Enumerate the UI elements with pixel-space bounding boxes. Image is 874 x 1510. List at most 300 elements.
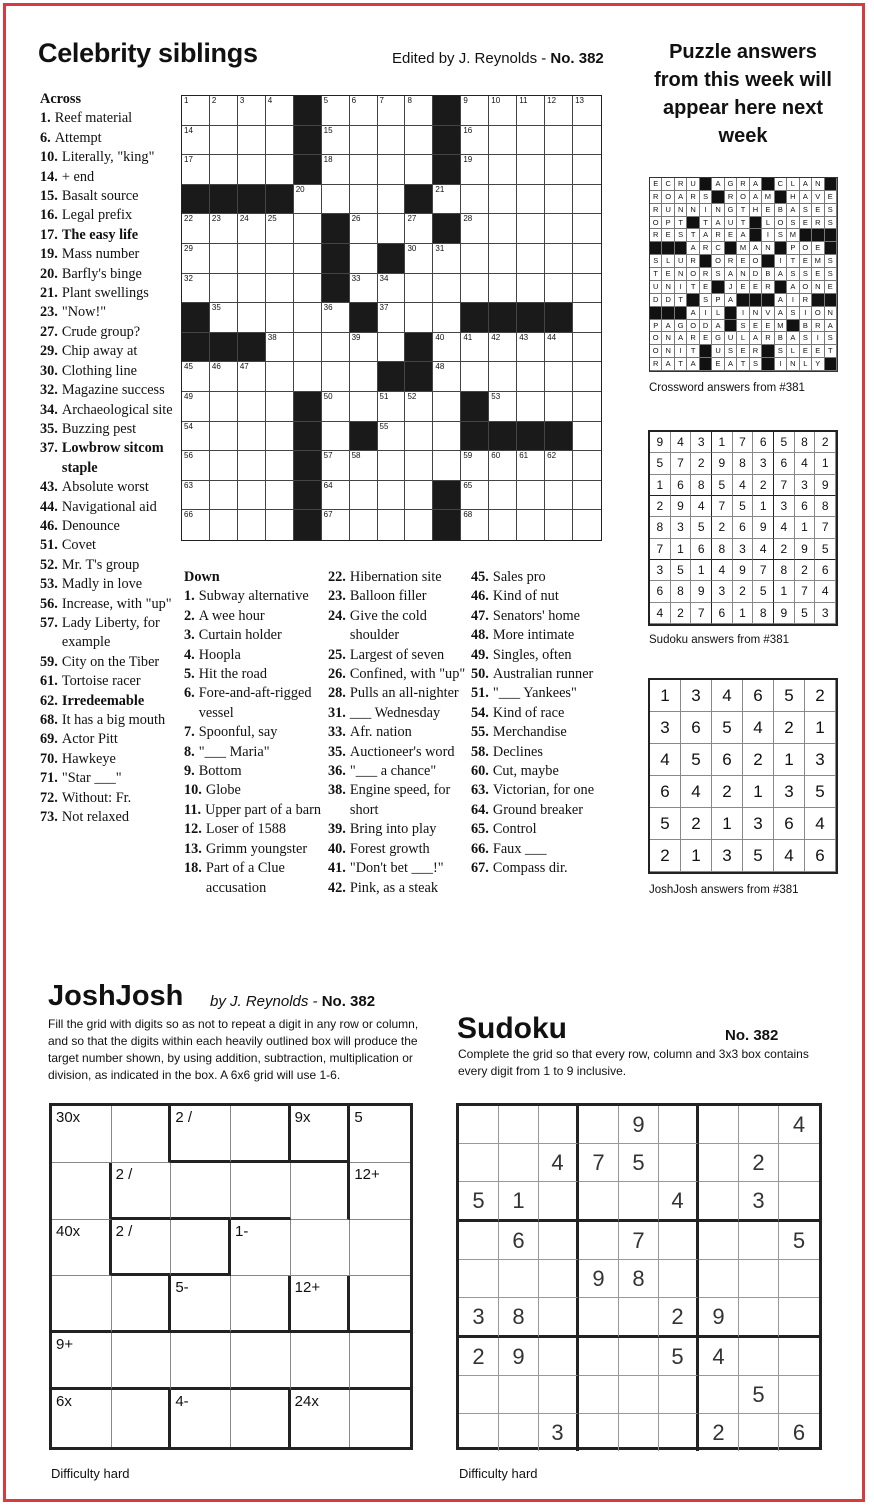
joshjosh-cell[interactable] [231,1333,291,1390]
crossword-cell[interactable] [517,244,545,274]
sudoku-cell[interactable] [499,1414,539,1451]
joshjosh-cell[interactable] [350,1276,410,1333]
sudoku-cell[interactable] [459,1260,499,1298]
crossword-cell[interactable] [489,214,517,244]
crossword-cell[interactable] [489,244,517,274]
crossword-cell[interactable] [433,333,461,363]
joshjosh-cell[interactable] [291,1333,351,1390]
crossword-cell[interactable] [266,126,294,156]
sudoku-cell[interactable] [619,1182,659,1222]
crossword-cell[interactable] [266,96,294,126]
crossword-cell[interactable] [322,422,350,452]
joshjosh-cell[interactable] [52,1220,112,1277]
crossword-cell[interactable] [545,274,573,304]
joshjosh-cell[interactable] [52,1163,112,1220]
crossword-cell[interactable] [322,481,350,511]
sudoku-cell[interactable]: 9 [699,1298,739,1338]
crossword-cell[interactable] [517,481,545,511]
sudoku-cell[interactable]: 9 [499,1338,539,1376]
crossword-cell[interactable] [573,185,601,215]
crossword-cell[interactable] [294,244,322,274]
sudoku-cell[interactable] [459,1414,499,1451]
crossword-cell[interactable] [545,214,573,244]
sudoku-grid[interactable] [456,1103,822,1450]
sudoku-cell[interactable]: 4 [699,1338,739,1376]
crossword-cell[interactable] [545,481,573,511]
sudoku-cell[interactable] [699,1182,739,1222]
sudoku-cell[interactable] [619,1298,659,1338]
crossword-cell[interactable] [461,155,489,185]
crossword-cell[interactable] [378,303,406,333]
joshjosh-cell[interactable] [350,1106,410,1163]
crossword-cell[interactable] [461,333,489,363]
joshjosh-cell[interactable] [350,1163,410,1220]
crossword-cell[interactable] [266,422,294,452]
crossword-cell[interactable] [517,333,545,363]
sudoku-cell[interactable]: 8 [619,1260,659,1298]
crossword-cell[interactable] [350,392,378,422]
sudoku-cell[interactable] [659,1376,699,1414]
crossword-cell[interactable] [322,392,350,422]
crossword-cell[interactable] [573,244,601,274]
sudoku-cell[interactable] [699,1106,739,1144]
crossword-cell[interactable] [489,451,517,481]
crossword-cell[interactable] [489,392,517,422]
sudoku-cell[interactable]: 7 [619,1222,659,1260]
crossword-cell[interactable] [266,244,294,274]
sudoku-cell[interactable] [699,1260,739,1298]
crossword-cell[interactable] [545,185,573,215]
crossword-cell[interactable] [545,451,573,481]
crossword-cell[interactable] [294,333,322,363]
crossword-cell[interactable] [573,510,601,540]
sudoku-cell[interactable] [579,1376,619,1414]
joshjosh-cell[interactable] [291,1106,351,1163]
crossword-cell[interactable] [378,126,406,156]
sudoku-cell[interactable] [779,1376,819,1414]
crossword-cell[interactable] [182,481,210,511]
joshjosh-cell[interactable] [171,1333,231,1390]
crossword-cell[interactable] [433,362,461,392]
sudoku-cell[interactable]: 5 [659,1338,699,1376]
joshjosh-cell[interactable] [350,1390,410,1447]
sudoku-cell[interactable] [739,1260,779,1298]
sudoku-cell[interactable] [459,1376,499,1414]
crossword-cell[interactable] [517,185,545,215]
crossword-cell[interactable] [517,155,545,185]
sudoku-cell[interactable] [539,1338,579,1376]
joshjosh-cell[interactable] [112,1276,172,1333]
crossword-cell[interactable] [433,244,461,274]
crossword-cell[interactable] [378,422,406,452]
crossword-cell[interactable] [378,510,406,540]
crossword-cell[interactable] [294,185,322,215]
crossword-cell[interactable] [266,510,294,540]
sudoku-cell[interactable] [659,1144,699,1182]
crossword-cell[interactable] [350,451,378,481]
joshjosh-cell[interactable] [52,1390,112,1447]
crossword-cell[interactable] [405,96,433,126]
crossword-cell[interactable] [433,392,461,422]
joshjosh-cell[interactable] [231,1106,291,1163]
sudoku-cell[interactable] [739,1222,779,1260]
crossword-cell[interactable] [210,451,238,481]
sudoku-cell[interactable] [739,1106,779,1144]
crossword-cell[interactable] [210,274,238,304]
crossword-cell[interactable] [350,362,378,392]
sudoku-cell[interactable] [619,1414,659,1451]
crossword-cell[interactable] [238,303,266,333]
crossword-cell[interactable] [210,155,238,185]
crossword-cell[interactable] [545,392,573,422]
sudoku-cell[interactable] [499,1260,539,1298]
sudoku-cell[interactable] [739,1298,779,1338]
crossword-cell[interactable] [210,481,238,511]
sudoku-cell[interactable] [779,1260,819,1298]
crossword-cell[interactable] [433,185,461,215]
crossword-cell[interactable] [517,451,545,481]
crossword-cell[interactable] [405,126,433,156]
crossword-cell[interactable] [322,333,350,363]
crossword-cell[interactable] [350,96,378,126]
crossword-cell[interactable] [378,392,406,422]
sudoku-cell[interactable] [459,1144,499,1182]
joshjosh-grid[interactable] [49,1103,413,1450]
crossword-cell[interactable] [573,392,601,422]
crossword-cell[interactable] [433,451,461,481]
crossword-cell[interactable] [405,155,433,185]
crossword-cell[interactable] [405,451,433,481]
sudoku-cell[interactable] [579,1298,619,1338]
sudoku-cell[interactable]: 2 [459,1338,499,1376]
sudoku-cell[interactable] [619,1376,659,1414]
crossword-cell[interactable] [210,510,238,540]
sudoku-cell[interactable] [499,1106,539,1144]
joshjosh-cell[interactable] [231,1163,291,1220]
sudoku-cell[interactable] [699,1222,739,1260]
crossword-cell[interactable] [378,274,406,304]
crossword-cell[interactable] [182,244,210,274]
crossword-cell[interactable] [182,422,210,452]
crossword-cell[interactable] [238,451,266,481]
crossword-cell[interactable] [238,155,266,185]
crossword-cell[interactable] [182,362,210,392]
joshjosh-cell[interactable] [112,1390,172,1447]
joshjosh-cell[interactable] [52,1276,112,1333]
crossword-cell[interactable] [182,96,210,126]
sudoku-cell[interactable] [539,1298,579,1338]
crossword-cell[interactable] [378,155,406,185]
crossword-cell[interactable] [350,274,378,304]
sudoku-cell[interactable] [459,1106,499,1144]
crossword-cell[interactable] [405,510,433,540]
sudoku-cell[interactable] [659,1260,699,1298]
crossword-cell[interactable] [350,155,378,185]
crossword-cell[interactable] [461,451,489,481]
sudoku-cell[interactable] [779,1182,819,1222]
crossword-grid[interactable] [181,95,602,541]
crossword-cell[interactable] [461,214,489,244]
crossword-cell[interactable] [489,362,517,392]
sudoku-cell[interactable]: 8 [499,1298,539,1338]
crossword-cell[interactable] [238,96,266,126]
crossword-cell[interactable] [266,303,294,333]
joshjosh-cell[interactable] [231,1220,291,1277]
crossword-cell[interactable] [322,451,350,481]
sudoku-cell[interactable]: 1 [499,1182,539,1222]
crossword-cell[interactable] [350,244,378,274]
crossword-cell[interactable] [294,362,322,392]
crossword-cell[interactable] [405,392,433,422]
crossword-cell[interactable] [489,274,517,304]
joshjosh-cell[interactable] [350,1333,410,1390]
joshjosh-cell[interactable] [291,1276,351,1333]
crossword-cell[interactable] [433,274,461,304]
sudoku-cell[interactable]: 3 [539,1414,579,1451]
sudoku-cell[interactable]: 5 [779,1222,819,1260]
crossword-cell[interactable] [266,362,294,392]
crossword-cell[interactable] [238,422,266,452]
sudoku-cell[interactable] [579,1106,619,1144]
crossword-cell[interactable] [405,481,433,511]
sudoku-cell[interactable] [579,1222,619,1260]
crossword-cell[interactable] [489,96,517,126]
joshjosh-cell[interactable] [291,1163,351,1220]
crossword-cell[interactable] [461,244,489,274]
crossword-cell[interactable] [182,274,210,304]
crossword-cell[interactable] [238,510,266,540]
crossword-cell[interactable] [350,185,378,215]
sudoku-cell[interactable]: 4 [539,1144,579,1182]
crossword-cell[interactable] [573,451,601,481]
crossword-cell[interactable] [322,362,350,392]
crossword-cell[interactable] [322,303,350,333]
crossword-cell[interactable] [350,333,378,363]
sudoku-cell[interactable] [539,1222,579,1260]
crossword-cell[interactable] [545,333,573,363]
crossword-cell[interactable] [378,185,406,215]
crossword-cell[interactable] [489,126,517,156]
sudoku-cell[interactable] [659,1106,699,1144]
crossword-cell[interactable] [210,422,238,452]
crossword-cell[interactable] [405,274,433,304]
crossword-cell[interactable] [573,274,601,304]
crossword-cell[interactable] [489,481,517,511]
crossword-cell[interactable] [461,362,489,392]
crossword-cell[interactable] [210,303,238,333]
crossword-cell[interactable] [210,392,238,422]
crossword-cell[interactable] [350,126,378,156]
crossword-cell[interactable] [573,155,601,185]
crossword-cell[interactable] [266,333,294,363]
joshjosh-cell[interactable] [171,1163,231,1220]
crossword-cell[interactable] [545,244,573,274]
crossword-cell[interactable] [517,392,545,422]
crossword-cell[interactable] [405,244,433,274]
crossword-cell[interactable] [238,244,266,274]
sudoku-cell[interactable]: 2 [659,1298,699,1338]
joshjosh-cell[interactable] [171,1276,231,1333]
crossword-cell[interactable] [294,274,322,304]
crossword-cell[interactable] [182,155,210,185]
sudoku-cell[interactable]: 7 [579,1144,619,1182]
joshjosh-cell[interactable] [112,1163,172,1220]
crossword-cell[interactable] [266,392,294,422]
crossword-cell[interactable] [378,451,406,481]
sudoku-cell[interactable]: 2 [739,1144,779,1182]
crossword-cell[interactable] [266,274,294,304]
sudoku-cell[interactable] [779,1338,819,1376]
crossword-cell[interactable] [182,510,210,540]
crossword-cell[interactable] [545,155,573,185]
sudoku-cell[interactable] [579,1338,619,1376]
sudoku-cell[interactable] [779,1144,819,1182]
sudoku-cell[interactable] [499,1144,539,1182]
sudoku-cell[interactable] [619,1338,659,1376]
crossword-cell[interactable] [489,155,517,185]
crossword-cell[interactable] [573,481,601,511]
joshjosh-cell[interactable] [112,1333,172,1390]
crossword-cell[interactable] [461,274,489,304]
joshjosh-cell[interactable] [52,1106,112,1163]
sudoku-cell[interactable] [539,1376,579,1414]
crossword-cell[interactable] [266,451,294,481]
crossword-cell[interactable] [573,96,601,126]
crossword-cell[interactable] [573,303,601,333]
crossword-cell[interactable] [210,96,238,126]
crossword-cell[interactable] [210,244,238,274]
sudoku-cell[interactable] [699,1376,739,1414]
crossword-cell[interactable] [322,96,350,126]
crossword-cell[interactable] [238,126,266,156]
crossword-cell[interactable] [266,155,294,185]
crossword-cell[interactable] [461,96,489,126]
crossword-cell[interactable] [517,274,545,304]
crossword-cell[interactable] [405,422,433,452]
sudoku-cell[interactable] [699,1144,739,1182]
joshjosh-cell[interactable] [291,1220,351,1277]
sudoku-cell[interactable]: 5 [739,1376,779,1414]
crossword-cell[interactable] [461,481,489,511]
crossword-cell[interactable] [238,274,266,304]
crossword-cell[interactable] [573,362,601,392]
sudoku-cell[interactable] [659,1222,699,1260]
sudoku-cell[interactable] [739,1414,779,1451]
crossword-cell[interactable] [322,185,350,215]
crossword-cell[interactable] [405,303,433,333]
joshjosh-cell[interactable] [171,1106,231,1163]
crossword-cell[interactable] [350,510,378,540]
crossword-cell[interactable] [182,392,210,422]
crossword-cell[interactable] [573,214,601,244]
sudoku-cell[interactable]: 5 [459,1182,499,1222]
crossword-cell[interactable] [238,362,266,392]
crossword-cell[interactable] [210,214,238,244]
crossword-cell[interactable] [517,214,545,244]
crossword-cell[interactable] [545,362,573,392]
joshjosh-cell[interactable] [52,1333,112,1390]
sudoku-cell[interactable] [459,1222,499,1260]
crossword-cell[interactable] [461,510,489,540]
crossword-cell[interactable] [182,214,210,244]
crossword-cell[interactable] [545,126,573,156]
crossword-cell[interactable] [294,214,322,244]
crossword-cell[interactable] [573,126,601,156]
crossword-cell[interactable] [266,214,294,244]
sudoku-cell[interactable] [579,1182,619,1222]
crossword-cell[interactable] [238,214,266,244]
sudoku-cell[interactable] [659,1414,699,1451]
crossword-cell[interactable] [210,362,238,392]
sudoku-cell[interactable] [539,1182,579,1222]
joshjosh-cell[interactable] [350,1220,410,1277]
crossword-cell[interactable] [461,126,489,156]
sudoku-cell[interactable]: 9 [579,1260,619,1298]
joshjosh-cell[interactable] [171,1390,231,1447]
crossword-cell[interactable] [182,451,210,481]
crossword-cell[interactable] [517,126,545,156]
crossword-cell[interactable] [405,214,433,244]
sudoku-cell[interactable] [539,1106,579,1144]
crossword-cell[interactable] [378,96,406,126]
joshjosh-cell[interactable] [112,1220,172,1277]
sudoku-cell[interactable] [499,1376,539,1414]
sudoku-cell[interactable] [779,1298,819,1338]
crossword-cell[interactable] [350,214,378,244]
sudoku-cell[interactable]: 2 [699,1414,739,1451]
crossword-cell[interactable] [545,96,573,126]
crossword-cell[interactable] [378,481,406,511]
sudoku-cell[interactable]: 6 [499,1222,539,1260]
sudoku-cell[interactable]: 3 [739,1182,779,1222]
joshjosh-cell[interactable] [231,1390,291,1447]
crossword-cell[interactable] [489,333,517,363]
crossword-cell[interactable] [573,422,601,452]
crossword-cell[interactable] [461,185,489,215]
joshjosh-cell[interactable] [291,1390,351,1447]
sudoku-cell[interactable]: 4 [779,1106,819,1144]
crossword-cell[interactable] [489,185,517,215]
crossword-cell[interactable] [322,510,350,540]
joshjosh-cell[interactable] [231,1276,291,1333]
joshjosh-cell[interactable] [112,1106,172,1163]
crossword-cell[interactable] [322,155,350,185]
crossword-cell[interactable] [378,333,406,363]
crossword-cell[interactable] [182,126,210,156]
sudoku-cell[interactable]: 4 [659,1182,699,1222]
sudoku-cell[interactable]: 6 [792,1420,806,1445]
crossword-cell[interactable] [238,392,266,422]
sudoku-cell[interactable]: 5 [619,1144,659,1182]
joshjosh-cell[interactable] [171,1220,231,1277]
crossword-cell[interactable] [266,481,294,511]
crossword-cell[interactable] [294,303,322,333]
sudoku-cell[interactable] [739,1338,779,1376]
crossword-cell[interactable] [517,510,545,540]
crossword-cell[interactable] [238,481,266,511]
crossword-cell[interactable] [545,510,573,540]
crossword-cell[interactable] [350,481,378,511]
crossword-cell[interactable] [322,126,350,156]
sudoku-cell[interactable]: 9 [619,1106,659,1144]
crossword-cell[interactable] [517,96,545,126]
sudoku-cell[interactable] [539,1260,579,1298]
crossword-cell[interactable] [433,422,461,452]
crossword-cell[interactable] [573,333,601,363]
crossword-cell[interactable] [489,510,517,540]
crossword-cell[interactable] [517,362,545,392]
crossword-cell[interactable] [378,214,406,244]
